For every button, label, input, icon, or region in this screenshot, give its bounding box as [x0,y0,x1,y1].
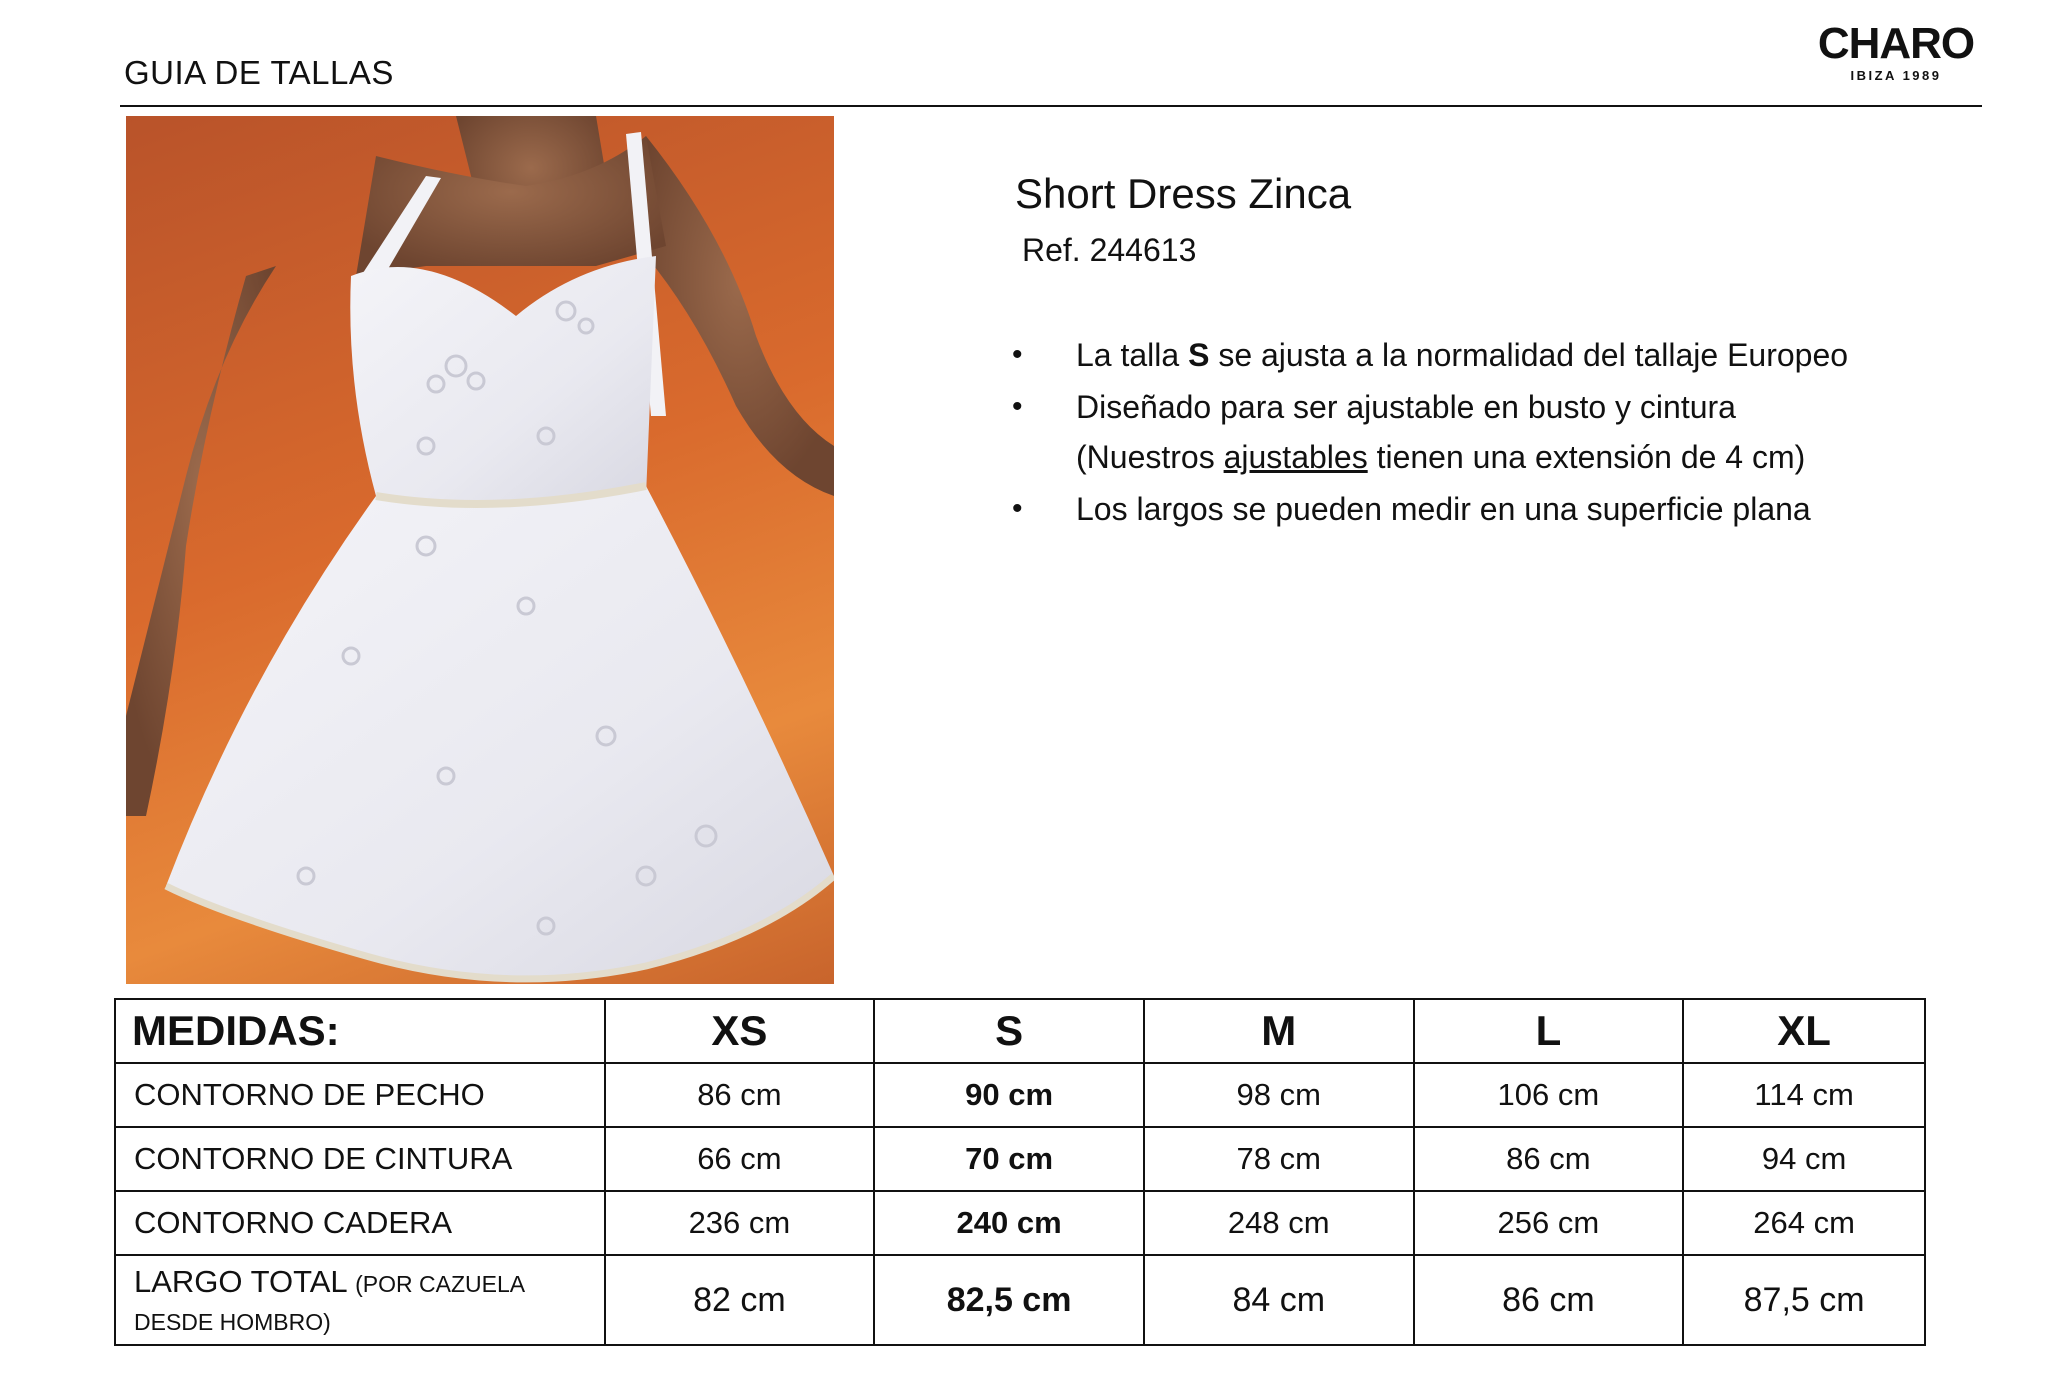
table-cell: 66 cm [605,1127,875,1191]
table-cell: 248 cm [1144,1191,1414,1255]
table-cell: 70 cm [874,1127,1144,1191]
row-label-note: (POR CAZUELA DESDE HOMBRO) [134,1271,524,1335]
row-label [115,1255,605,1345]
table-row [115,1191,1925,1255]
table-cell: 90 cm [874,1063,1144,1127]
note-size-highlight: S [1188,337,1210,373]
product-photo [126,116,834,984]
size-table [114,998,1926,1346]
table-cell: 94 cm [1683,1127,1925,1191]
table-row [115,1063,1925,1127]
note-text: Los largos se pueden medir en una superficie plana [1076,491,1811,527]
bullet-icon: • [1012,492,1023,525]
fit-notes [1008,330,1848,536]
table-cell: 98 cm [1144,1063,1414,1127]
bullet-icon: • [1012,338,1023,371]
measures-header: MEDIDAS: [115,999,605,1063]
table-cell: 264 cm [1683,1191,1925,1255]
product-ref: Ref. 244613 [1022,232,1197,268]
size-table-header [115,999,1925,1063]
brand-name: CHARO [1817,19,1975,68]
table-cell: 84 cm [1144,1255,1414,1345]
size-header-m: M [1144,999,1414,1063]
row-label: CONTORNO DE CINTURA [115,1127,605,1191]
table-row [115,1255,1925,1345]
size-header-l: L [1414,999,1684,1063]
table-cell: 256 cm [1414,1191,1684,1255]
note-text: Diseñado para ser ajustable en busto y cintura [1076,389,1736,425]
note-text: La talla [1076,337,1189,373]
table-cell: 86 cm [1414,1127,1684,1191]
dress-illustration [126,116,834,984]
brand-logo [1812,20,1980,84]
note-text: tienen una extensión de 4 cm) [1367,439,1806,475]
product-name: Short Dress Zinca [1015,170,1352,217]
table-row [115,1127,1925,1191]
brand-tagline: IBIZA 1989 [1850,68,1942,83]
table-cell: 240 cm [874,1191,1144,1255]
table-cell: 82,5 cm [874,1255,1144,1345]
table-cell: 86 cm [605,1063,875,1127]
table-cell: 106 cm [1414,1063,1684,1127]
table-cell: 87,5 cm [1683,1255,1925,1345]
row-label-text: LARGO TOTAL [134,1264,347,1299]
note-text: se ajusta a la normalidad del tallaje Europeo [1209,337,1849,373]
table-cell: 78 cm [1144,1127,1414,1191]
table-cell: 82 cm [605,1255,875,1345]
fit-note-3 [1008,484,1848,534]
table-cell: 86 cm [1414,1255,1684,1345]
table-cell: 114 cm [1683,1063,1925,1127]
fit-note-1 [1008,330,1848,380]
fit-note-2 [1008,382,1848,482]
bullet-icon: • [1012,390,1023,423]
ajustables-underlined: ajustables [1223,439,1368,475]
table-cell: 236 cm [605,1191,875,1255]
note-text: (Nuestros [1076,439,1224,475]
size-header-xs: XS [605,999,875,1063]
page-title: GUIA DE TALLAS [124,54,394,91]
size-header-xl: XL [1683,999,1925,1063]
row-label: CONTORNO CADERA [115,1191,605,1255]
row-label: CONTORNO DE PECHO [115,1063,605,1127]
header-divider [120,105,1982,107]
size-header-s: S [874,999,1144,1063]
